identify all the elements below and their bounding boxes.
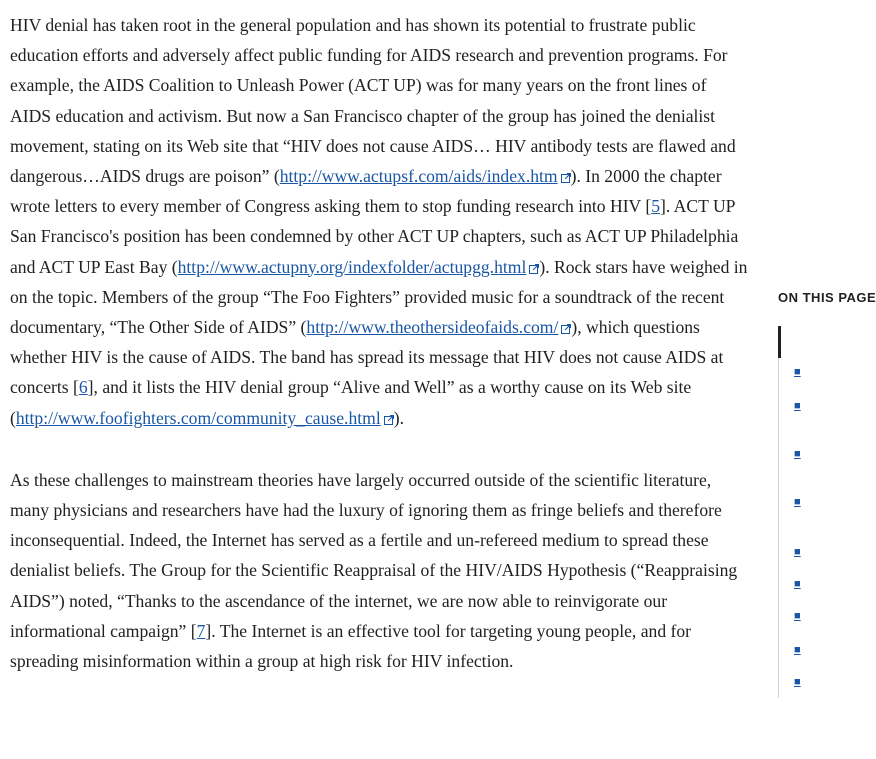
actupny-link[interactable]	[178, 257, 540, 277]
othersideofaids-link[interactable]	[306, 317, 571, 337]
paragraph-text: ).	[393, 407, 404, 428]
reference-link-7[interactable]: 7	[196, 620, 206, 641]
toc-item[interactable]: ■	[794, 578, 801, 590]
foofighters-link[interactable]	[16, 408, 394, 428]
on-this-page-heading: ON THIS PAGE	[778, 290, 876, 305]
toc-item[interactable]: ■	[794, 546, 801, 558]
paragraph-text: ]. The Internet is an effective tool for targeting young people, and for spreading misinformation within a group at high risk for HIV infection.	[10, 620, 692, 672]
external-link-icon	[561, 324, 571, 334]
link-text[interactable]: http://www.theothersideofaids.com/	[306, 317, 559, 338]
paragraph-text: HIV denial has taken root in the general population and has shown its potential to frustrate public education efforts and adversely affect public funding for AIDS research and prevention programs. For example, the AIDS Coalition to Unleash Power (ACT UP) was for many years on the front lines of AIDS education and activism. But now a San Francisco chapter of the group has joined the denialist movement, stating on its Web site that “HIV does not cause AIDS… HIV antibody tests are flawed and dangerous…AIDS drugs are poison” (	[10, 15, 736, 187]
link-text[interactable]: http://www.actupny.org/indexfolder/actupgg.html	[177, 256, 527, 277]
toc-active-indicator	[778, 326, 781, 358]
toc-item[interactable]: ■	[794, 610, 801, 622]
toc-item[interactable]: ■	[794, 496, 801, 508]
external-link-icon	[561, 173, 571, 183]
link-text[interactable]: http://www.actupsf.com/aids/index.htm	[279, 166, 558, 187]
toc-item[interactable]: ■	[794, 400, 801, 412]
external-link-icon	[384, 415, 394, 425]
on-this-page-sidebar	[778, 290, 876, 700]
reference-link-6[interactable]: 6	[78, 377, 88, 398]
paragraph-text: ). Rock stars have weighed in on the topic. Members of the group “The Foo Fighters” provided music for a soundtrack of the recent documentary, “The Other Side of AIDS” (	[10, 256, 748, 338]
toc-item[interactable]: ■	[794, 676, 801, 688]
toc-item[interactable]: ■	[794, 644, 801, 656]
paragraph-text: As these challenges to mainstream theories have largely occurred outside of the scientific literature, many physicians and researchers have had the luxury of ignoring them as fringe beliefs and therefore inconsequential. Indeed, the Internet has served as a fertile and un-refereed medium to spread these denialist beliefs. The Group for the Scientific Reappraisal of the HIV/AIDS Hypothesis (“Reappraising AIDS”) noted, “Thanks to the ascendance of the internet, we are now able to reinvigorate our informational campaign” [	[10, 469, 738, 641]
actupsf-link[interactable]	[280, 166, 571, 186]
toc-track	[778, 326, 779, 698]
toc-item[interactable]: ■	[794, 448, 801, 460]
paragraph-text: ]. ACT UP San Francisco's position has been condemned by other ACT UP chapters, such as ACT UP Philadelphia and ACT UP East Bay (	[10, 196, 739, 277]
paragraph-text: ), which questions whether HIV is the cause of AIDS. The band has spread its message that HIV does not cause AIDS at concerts [	[10, 317, 724, 398]
article-body	[10, 10, 750, 708]
paragraph-text: ], and it lists the HIV denial group “Alive and Well” as a worthy cause on its Web site (	[10, 377, 692, 428]
paragraph-text: ). In 2000 the chapter wrote letters to every member of Congress asking them to stop funding research into HIV [	[10, 166, 722, 217]
external-link-icon	[529, 264, 539, 274]
reference-link-5[interactable]: 5	[651, 196, 660, 217]
paragraph-hiv-denial	[10, 10, 750, 433]
link-text[interactable]: http://www.foofighters.com/community_cause.html	[15, 407, 381, 428]
paragraph-internet	[10, 465, 750, 676]
toc-item[interactable]: ■	[794, 366, 801, 378]
